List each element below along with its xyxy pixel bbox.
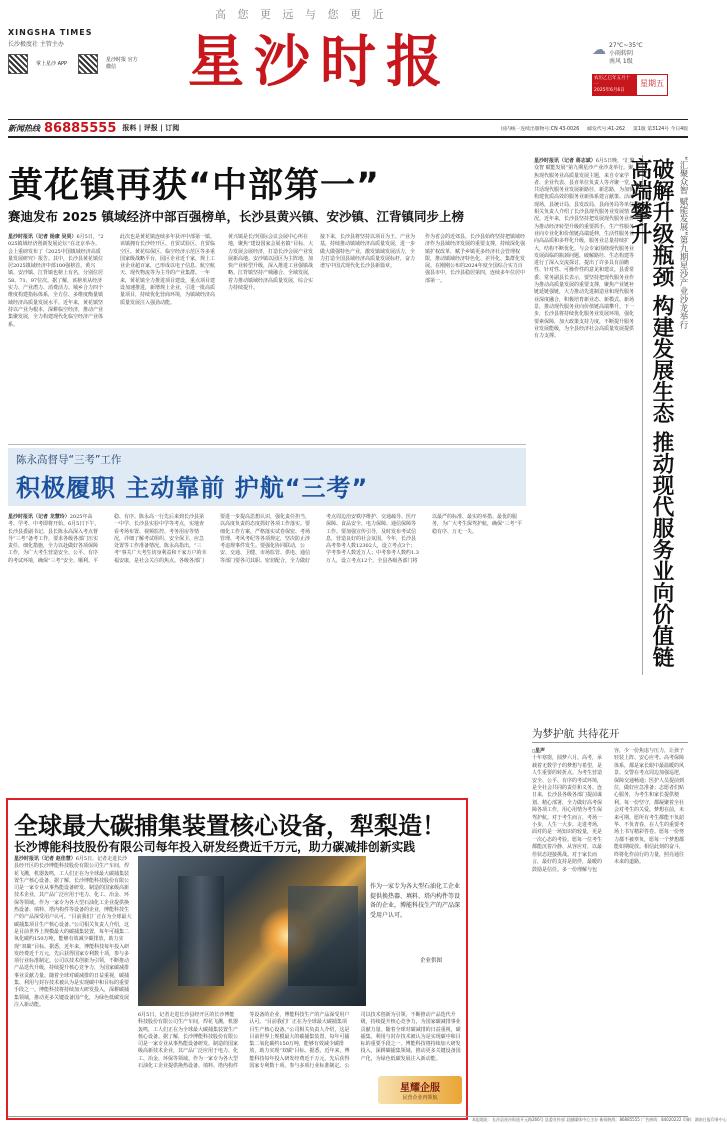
divider [8, 136, 688, 138]
lead-column-1: 星沙时报讯（记者 杨康 吴昊）6月5日，“2025镇域经济创新发展论坛”在北京举办。会上重磅发布了《2025中国镇域经济高质量发展研究》报告。其中，长沙县黄花镇位居2025镇域经济中部100强榜首，黄兴镇、安沙镇、江背镇也榜上有名，分别位居58、71、97位次。据了解，该榜单从经济实力、产业潜力、消费活力、城乡合力四个维度构建指标体系，全方位、多维度衡量镇域经济高质量发展水平。近年来，黄花镇坚持以产业为根本，深耕临空经济，推动产业集聚发展，全力构建现代化临空经济产业体系。 [8, 234, 104, 328]
app-label: 掌上星沙 APP [36, 60, 68, 67]
right-article-body: 星沙时报讯（记者 蒋志斌）6月5日晚，“汇聚众智 赋能发展”第九期星沙产业沙龙举行。聚焦现代服务业高质量发展主题，来自专家学者、企业代表、县直单位负责人等齐聚一堂，共话现代服务业发展新路径、新思路，为加快构建优质高效的服务业新体系建言献策。活动现场，县统计局、县发改局、县商务局等单位相关负责人介绍了长沙县现代服务业发展情况。近年来，长沙县坚持把发展现代服务业作为推动经济转型升级的重要抓手，生产性服务业向专业化和价值链高端延伸，生活性服务业向高品质和多样化升级，服务业总量持续扩大，结构不断优化。与会专家围绕现代服务业发展面临的瓶颈问题、破解路径、生态构建等进行了深入交流探讨，提出了许多具有前瞻性、针对性、可操作性的意见和建议。县委常委、常务副县长表示，要坚持把现代服务业作为推动高质量发展的重要支撑，聚焦产业链补链延链强链，大力推动先进制造业和现代服务业深度融合，积极培育新业态、新模式、新场景，推动现代服务业向价值链高端攀升。下一步，长沙县将持续优化服务业发展环境，强化要素保障，加大政策支持力度，不断提升服务业发展能级，为全县经济社会高质量发展提供有力支撑。 [534, 158, 635, 340]
feature-badge [378, 1076, 462, 1104]
lead-column-2: 此次也是黄花镇连续多年获评中部第一镇。该镇拥有长沙经开区、自贸试验区、自贸临空区、黄花综保区、临空经济示范区等多重国家级战略平台，园区企业近千家，规上工业企业超百家，已形成以电子信息、航空航天、现代物流等为主导的产业集群。一年来，黄花镇全力推进项目建设，重点项目建设加速推进，新增规上企业，引进一批高质量项目，持续优化营商环境，为镇域经济高质量发展注入强劲动能。 [120, 234, 216, 306]
weather-box [592, 42, 688, 96]
divider [8, 444, 526, 445]
post-code: 邮发代号:41-262 [587, 126, 626, 132]
lead-column-3: 黄兴镇是长沙国际会议会展中心所在地，聚焦“建设国家会展名镇”目标，大力发展会展经济，打造长沙会展产业发展新高地。安沙镇以园区为主阵地，加快产业转型升级，深入推进工业强镇战略。江背镇坚持产城融合、全域发展，着力推动镇域经济高质量发展，综合实力持续提升。 [228, 234, 314, 292]
hotline-number[interactable]: 86885555 [44, 120, 117, 136]
hotline-links[interactable]: 报料 | 评报 | 订阅 [122, 124, 180, 132]
footer-info: 本报地址：长沙县星沙街道开元路266号 县委宣传部 县融媒体中心主办 新闻热线：86885555 广告热线：84020222 印刷：湖南日报印务中心 [472, 1117, 727, 1122]
hotline-bar [8, 121, 688, 135]
section2-banner [8, 448, 526, 506]
section2-body: 星沙时报讯（记者 龙慧玲）2025年高考、学考、中考即将开始。6月5日下午，长沙县委副书记、县长陈永高深入考点督导“三考”备考工作，要求各级各部门压实责任、细化措施，全力以赴做好各项保障工作，为广大考生营造安全、公平、有序的考试环境，确保“三考”安全、顺利、平稳、有序。陈永高一行先后来到长沙县第一中学、长沙县实验中学等考点，实地查看考场布置、视频监控、考务用房等情况，详细了解考试组织、安全保卫、应急处置等工作准备情况。陈永高指出，“三考”事关广大考生切身利益和千家万户的幸福安康，是社会关注的焦点。各级各部门要进一步提高思想认识，强化责任担当，以高度负责的态度抓好各项工作落实。要细化工作方案，严格落实试卷保密、考场管理、考风考纪等各项规定，坚决防止涉考违规事件发生。要强化协同联动，公安、交通、卫健、市场监管、供电、通信等部门要各司其职、密切配合，全力做好考点周边治安秩序维护、交通疏导、医疗保障、食品安全、电力保障、通信保障等工作。要加强宣传引导，及时发布考试信息，营造良好的社会氛围。今年，长沙县高考参考人数12302人，设立考点3个；学考参考人数近万人；中考参考人数约1.3万人，设立考点12个。全县各级各部门将以最严的标准、最实的举措、最优的服务，为广大考生保驾护航，确保“三考”平稳有序、万无一失。 [8, 514, 523, 564]
wechat-label: 星沙时报 官方微信 [106, 57, 138, 70]
divider [532, 742, 688, 743]
feature-body-2: 6月5日，记者走进长沙县经开区的长沙博能科技股份有限公司生产车间，焊花飞溅，机器轰鸣，工人们正在为全球最大碳捕集装置生产核心设备。据了解，长沙博能科技股份有限公司是一家专业从事热能设备研发、制造的国家级高新技术企业，其产品广泛应用于电力、化工、冶金、环保等领域。作为一家专为各大型石油化工企业提供换热设备、填料、塔内构件等设备的企业，博能科技生产的产品深受用户认可。“目前我们厂正在为全球最大碳捕集项目生产核心设备。”公司相关负责人介绍，这是目前世界上规模最大的碳捕集装置，每年可捕集二氧化碳约150万吨，能够有效减少碳排放，助力实现“双碳”目标。据悉，近年来，博能科技每年投入研发经费近千万元，先后获得国家专利数十项，参与多项行业标准制定。公司以技术创新为引领，不断推动产品迭代升级，持续提升核心竞争力，为国家碳减排事业贡献力量。随着全球对碳减排的日益重视，碳捕集、利用与封存技术被认为是实现碳中和目标的重要手段之一。博能科技将持续加大研发投入，深耕碳捕集领域，推动更多关键设备国产化，为绿色低碳发展注入新动能。 [138, 1012, 461, 1070]
brand-tagline: 长沙极度社 主管主办 [8, 41, 64, 48]
sidebar-byline: □星声 [532, 748, 546, 754]
wind: 南风 1级 [609, 58, 633, 65]
app-qr-code-icon[interactable] [8, 54, 28, 74]
brand-block [8, 28, 148, 74]
feature-subtitle: 长沙博能科技股份有限公司每年投入研发经费近千万元，助力碳减排创新实践 [14, 840, 416, 854]
masthead-slogan: 高 您 更 远 与 您 更 近 [215, 8, 386, 21]
section2-tag: 陈永高督导“三考”工作 [16, 454, 122, 466]
section2-headline[interactable]: 积极履职 主动靠前 护航“三考” [16, 474, 369, 502]
date: 2025年6月6日 [594, 88, 625, 93]
temperature: 27℃~35℃ [609, 42, 643, 49]
issue-info: 第1版 第3124号 今日4版 [633, 126, 688, 132]
lead-column-4: 接下来，长沙县将坚持以项目为王、产业为基，持续推动镇域经济高质量发展，进一步做大做强特色产业，激发镇域发展活力，全力打造全国县域经济高质量发展标杆，奋力谱写中国式现代化长沙县新篇章。 [320, 234, 416, 270]
cloud-rain-icon: ☁ [592, 42, 606, 58]
brand-english: XINGSHA TIMES [8, 28, 93, 37]
sidebar-headline[interactable]: 为梦护航 共待花开 [532, 728, 620, 740]
weather-condition: 小雨转阴 [609, 50, 634, 57]
lead-byline: 星沙时报讯（记者 杨康 吴昊） [8, 234, 77, 240]
feature-body-1: 星沙时报讯（记者 赵佳慧）6月5日，记者走进长沙县经开区的长沙博能科技股份有限公司生产车间，焊花飞溅，机器轰鸣，工人们正在为全球最大碳捕集装置生产核心设备。据了解，长沙博能科技股份有限公司是一家专业从事热能设备研发、制造的国家级高新技术企业，其产品广泛应用于电力、化工、冶金、环保等领域。作为一家专为各大型石油化工企业提供换热设备、填料、塔内构件等设备的企业，博能科技生产的产品深受用户认可。“目前我们厂正在为全球最大碳捕集项目生产核心设备。”公司相关负责人介绍，这是目前世界上规模最大的碳捕集装置，每年可捕集二氧化碳约150万吨，能够有效减少碳排放，助力实现“双碳”目标。据悉，近年来，博能科技每年投入研发经费近千万元，先后获得国家专利数十项，参与多项行业标准制定。公司以技术创新为引领，不断推动产品迭代升级，持续提升核心竞争力，为国家碳减排事业贡献力量。随着全球对碳减排的日益重视，碳捕集、利用与封存技术被认为是实现碳中和目标的重要手段之一。博能科技将持续加大研发投入，深耕碳捕集领域，推动更多关键设备国产化，为绿色低碳发展注入新动能。 [14, 856, 132, 1008]
lead-headline[interactable]: 黄花镇再获“中部第一” [8, 166, 381, 206]
lunar-date: 农历乙巳年五月十一 [594, 76, 630, 87]
hotline-label: 新闻热线 [8, 123, 40, 133]
feature-byline: 星沙时报讯（记者 赵佳慧） [14, 856, 76, 862]
photo-caption: 作为一家专为各大型石油化工企业提供换热器、填料、塔内构件等设备的企业，博能科技生产的产品深受用户认可。 [370, 883, 461, 919]
cn-number: 国内统一连续出版物号:CN 43-0026 [501, 126, 580, 132]
right-headline[interactable]: 破解升级瓶颈 构建发展生态 推动现代服务业向价值链高端攀升 [627, 158, 674, 668]
lead-subtitle: 赛迪发布 2025 镇域经济中部百强榜单，长沙县黄兴镇、安沙镇、江背镇同步上榜 [8, 209, 464, 224]
photo-credit: 企业供图 [420, 958, 443, 964]
newspaper-logo: 星沙时报 [188, 30, 452, 95]
badge-subtitle: 民营企业再领航 [402, 1095, 438, 1101]
sidebar-body: □星声 十年寒窗，圆梦六月。高考，承载着无数学子的梦想与希望，是人生重要的转折点。为考生营造安全、公平、有序的考试环境，是全社会共同的责任和义务。连日来，长沙县各级各部门提前谋划、精心部署，全力做好高考保障各项工作，用心用情为考生保驾护航。对于考生而言，考场一小步，人生一大步。走进考场，面对的是一场知识的较量，更是一次心态的考验。愿每一位考生都能沉着冷静、从容应对，以最佳状态迎接挑战。对于家长而言，最好的支持是陪伴，最暖的鼓励是信任。多一份理解与包容，少一份焦虑与压力，让孩子轻装上阵、安心应考。高考保障体系，都是家长眼中最温暖的风景。交警在考点周边加强巡逻，保障交通畅通；医护人员提前到位，做好应急准备；志愿者们贴心服务，为考生和家长提供便利。每一份坚守，都凝聚着全社会对考生的关爱。梦想在前，未来可期。愿所有考生都能不负韶华、不负青春，在人生的重要考场上书写精彩答卷。愿每一份努力都不被辜负，愿每一个梦想都能如期绽放。相信此刻的奋斗，终将化作前行的力量，照亮通往未来的道路。 [532, 748, 685, 873]
wechat-qr-code-icon[interactable] [78, 54, 98, 74]
lead-column-5: 作为省会的近郊县，长沙县始终坚持把镇域经济作为县域经济发展的重要支撑，持续深化强镇扩权改革，赋予乡镇更多经济社会管理权限，推动镇域经济特色化、差异化、集群化发展。在刚刚公布的2024年度全国综合实力百强县市中，长沙县稳居第四，连续多年位居中部第一。 [425, 234, 526, 284]
weekday: 星期五 [636, 74, 668, 96]
feature-photo [138, 856, 366, 1006]
right-tag: “汇聚众智 赋能发展”第九期星沙产业沙龙举行 [678, 156, 688, 330]
feature-headline[interactable]: 全球最大碳捕集装置核心设备，犁梨造！ [14, 812, 446, 840]
right-byline: 星沙时报讯（记者 蒋志斌） [534, 158, 596, 164]
badge-title: 星耀企服 [400, 1083, 440, 1094]
section2-byline: 星沙时报讯（记者 龙慧玲） [8, 514, 70, 520]
